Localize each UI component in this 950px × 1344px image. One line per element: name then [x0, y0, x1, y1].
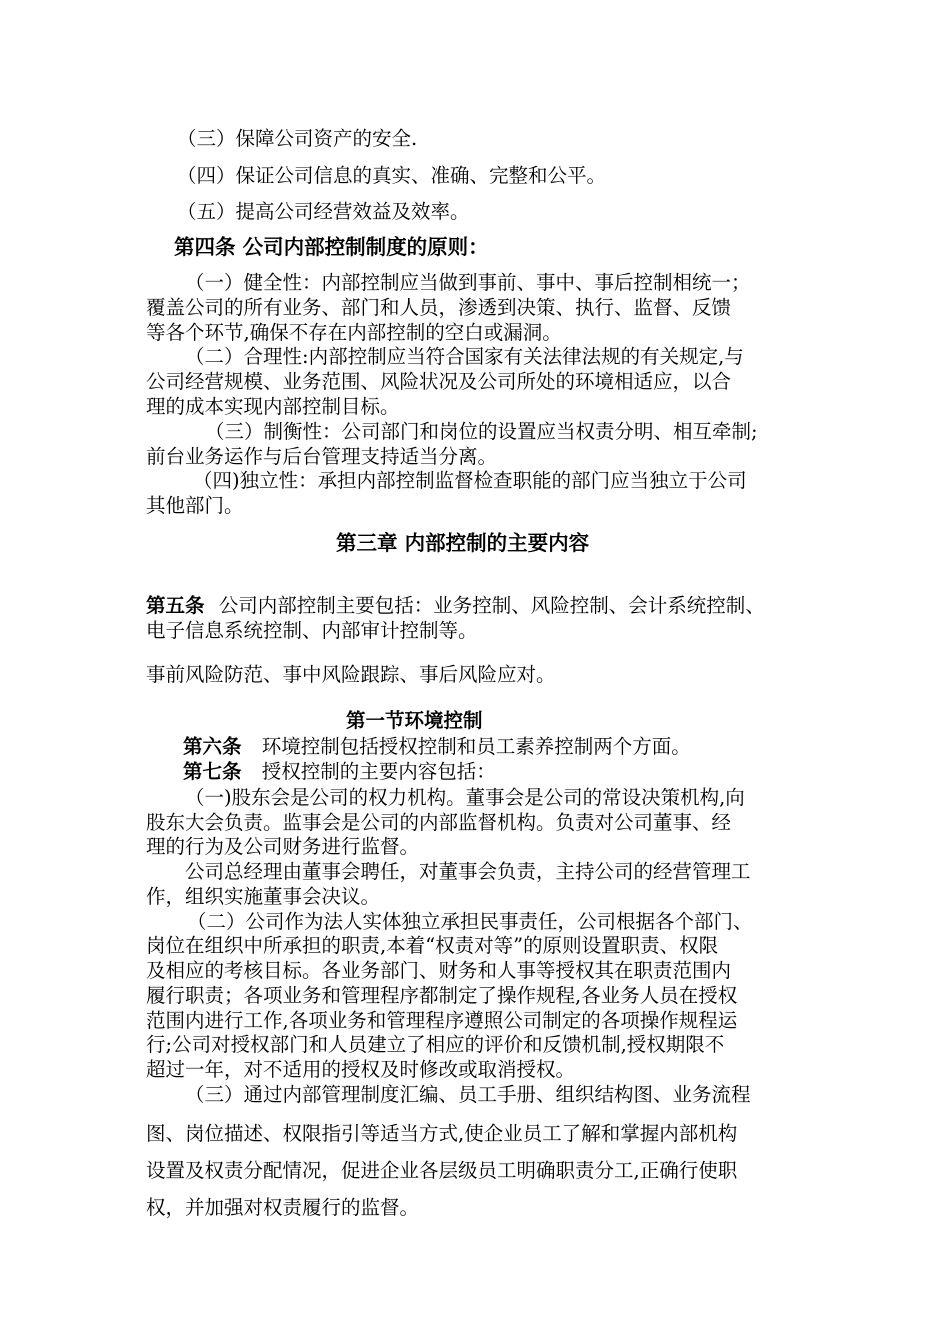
article-4-p1-l1: （一）健全性：内部控制应当做到事前、事中、事后控制相统一；	[185, 271, 751, 294]
article-5-line-2: 电子信息系统控制、内部审计控制等。	[146, 619, 478, 642]
article-7-p4-l4: 权，并加强对权责履行的监督。	[146, 1196, 420, 1219]
risk-line: 事前风险防范、事中风险跟踪、事后风险应对。	[146, 663, 556, 686]
purpose-item-4: （四）保证公司信息的真实、准确、完整和公平。	[177, 164, 607, 187]
article-7-p2-l1: 公司总经理由董事会聘任，对董事会负责，主持公司的经营管理工	[185, 860, 751, 883]
article-7-p2-l2: 作，组织实施董事会决议。	[146, 885, 381, 908]
article-6-label: 第六条	[183, 735, 242, 758]
article-4-p1-l3: 等各个环节,确保不存在内部控制的空白或漏洞。	[146, 321, 562, 344]
article-4-p4-l1: （四)独立性：承担内部控制监督检查职能的部门应当独立于公司	[193, 469, 747, 492]
article-7-p4-l1: （三）通过内部管理制度汇编、员工手册、组织结构图、业务流程	[185, 1083, 751, 1106]
article-4-p4-l2: 其他部门。	[146, 494, 244, 517]
article-7	[183, 760, 496, 784]
article-4-p2-l1: （二）合理性:内部控制应当符合国家有关法律法规的有关规定,与	[185, 345, 744, 368]
article-7-p3-l3: 及相应的考核目标。各业务部门、财务和人事等授权其在职责范围内	[146, 959, 732, 982]
article-4-p3-l2: 前台业务运作与后台管理支持适当分离。	[146, 445, 498, 468]
article-7-p3-l2: 岗位在组织中所承担的职责,本着“权责对等”的原则设置职责、权限	[146, 934, 719, 957]
article-4-p2-l2: 公司经营规模、业务范围、风险状况及公司所处的环境相适应，以合	[146, 370, 732, 393]
article-4-heading: 第四条 公司内部控制制度的原则：	[174, 235, 489, 259]
article-5-label: 第五条	[146, 594, 205, 617]
purpose-item-5: （五）提高公司经营效益及效率。	[177, 200, 470, 223]
article-4-p1-l2: 覆盖公司的所有业务、部门和人员，渗透到决策、执行、监督、反馈	[146, 296, 732, 319]
article-7-label: 第七条	[183, 760, 242, 783]
article-7-p1-l3: 理的行为及公司财务进行监督。	[146, 835, 420, 858]
article-7-p1-l2: 股东大会负责。监事会是公司的内部监督机构。负责对公司董事、经	[146, 811, 732, 834]
article-7-p4-l2: 图、岗位描述、权限指引等适当方式,使企业员工了解和掌握内部机构	[146, 1122, 738, 1145]
article-6	[183, 735, 691, 759]
article-7-p4-l3: 设置及权责分配情况，促进企业各层级员工明确职责分工,正确行使职	[146, 1159, 738, 1182]
article-7-p3-l4: 履行职责；各项业务和管理程序都制定了操作规程,各业务人员在授权	[146, 984, 738, 1007]
article-7-text: 授权控制的主要内容包括：	[261, 760, 496, 783]
article-4-p3-l1: （三）制衡性：公司部门和岗位的设置应当权责分明、相互牵制;	[205, 420, 758, 443]
article-5-line-1	[146, 594, 765, 618]
purpose-item-3: （三）保障公司资产的安全.	[177, 127, 418, 150]
section-1-title: 第一节环境控制	[346, 709, 483, 732]
article-7-p3-l7: 超过一年，对不适用的授权及时修改或取消授权。	[146, 1058, 576, 1081]
article-7-p3-l1: （二）公司作为法人实体独立承担民事责任，公司根据各个部门、	[187, 910, 753, 933]
article-4-p2-l3: 理的成本实现内部控制目标。	[146, 395, 400, 418]
article-7-p1-l1: （一)股东会是公司的权力机构。董事会是公司的常设决策机构,向	[185, 786, 745, 809]
article-6-text: 环境控制包括授权控制和员工素养控制两个方面。	[261, 735, 691, 758]
chapter-3-title: 第三章 内部控制的主要内容	[336, 531, 590, 555]
article-7-p3-l5: 范围内进行工作,各项业务和管理程序遵照公司制定的各项操作规程运	[146, 1009, 738, 1032]
article-5-text: 公司内部控制主要包括：业务控制、风险控制、会计系统控制、	[218, 594, 765, 617]
article-7-p3-l6: 行;公司对授权部门和人员建立了相应的评价和反馈机制,授权期限不	[146, 1033, 725, 1056]
